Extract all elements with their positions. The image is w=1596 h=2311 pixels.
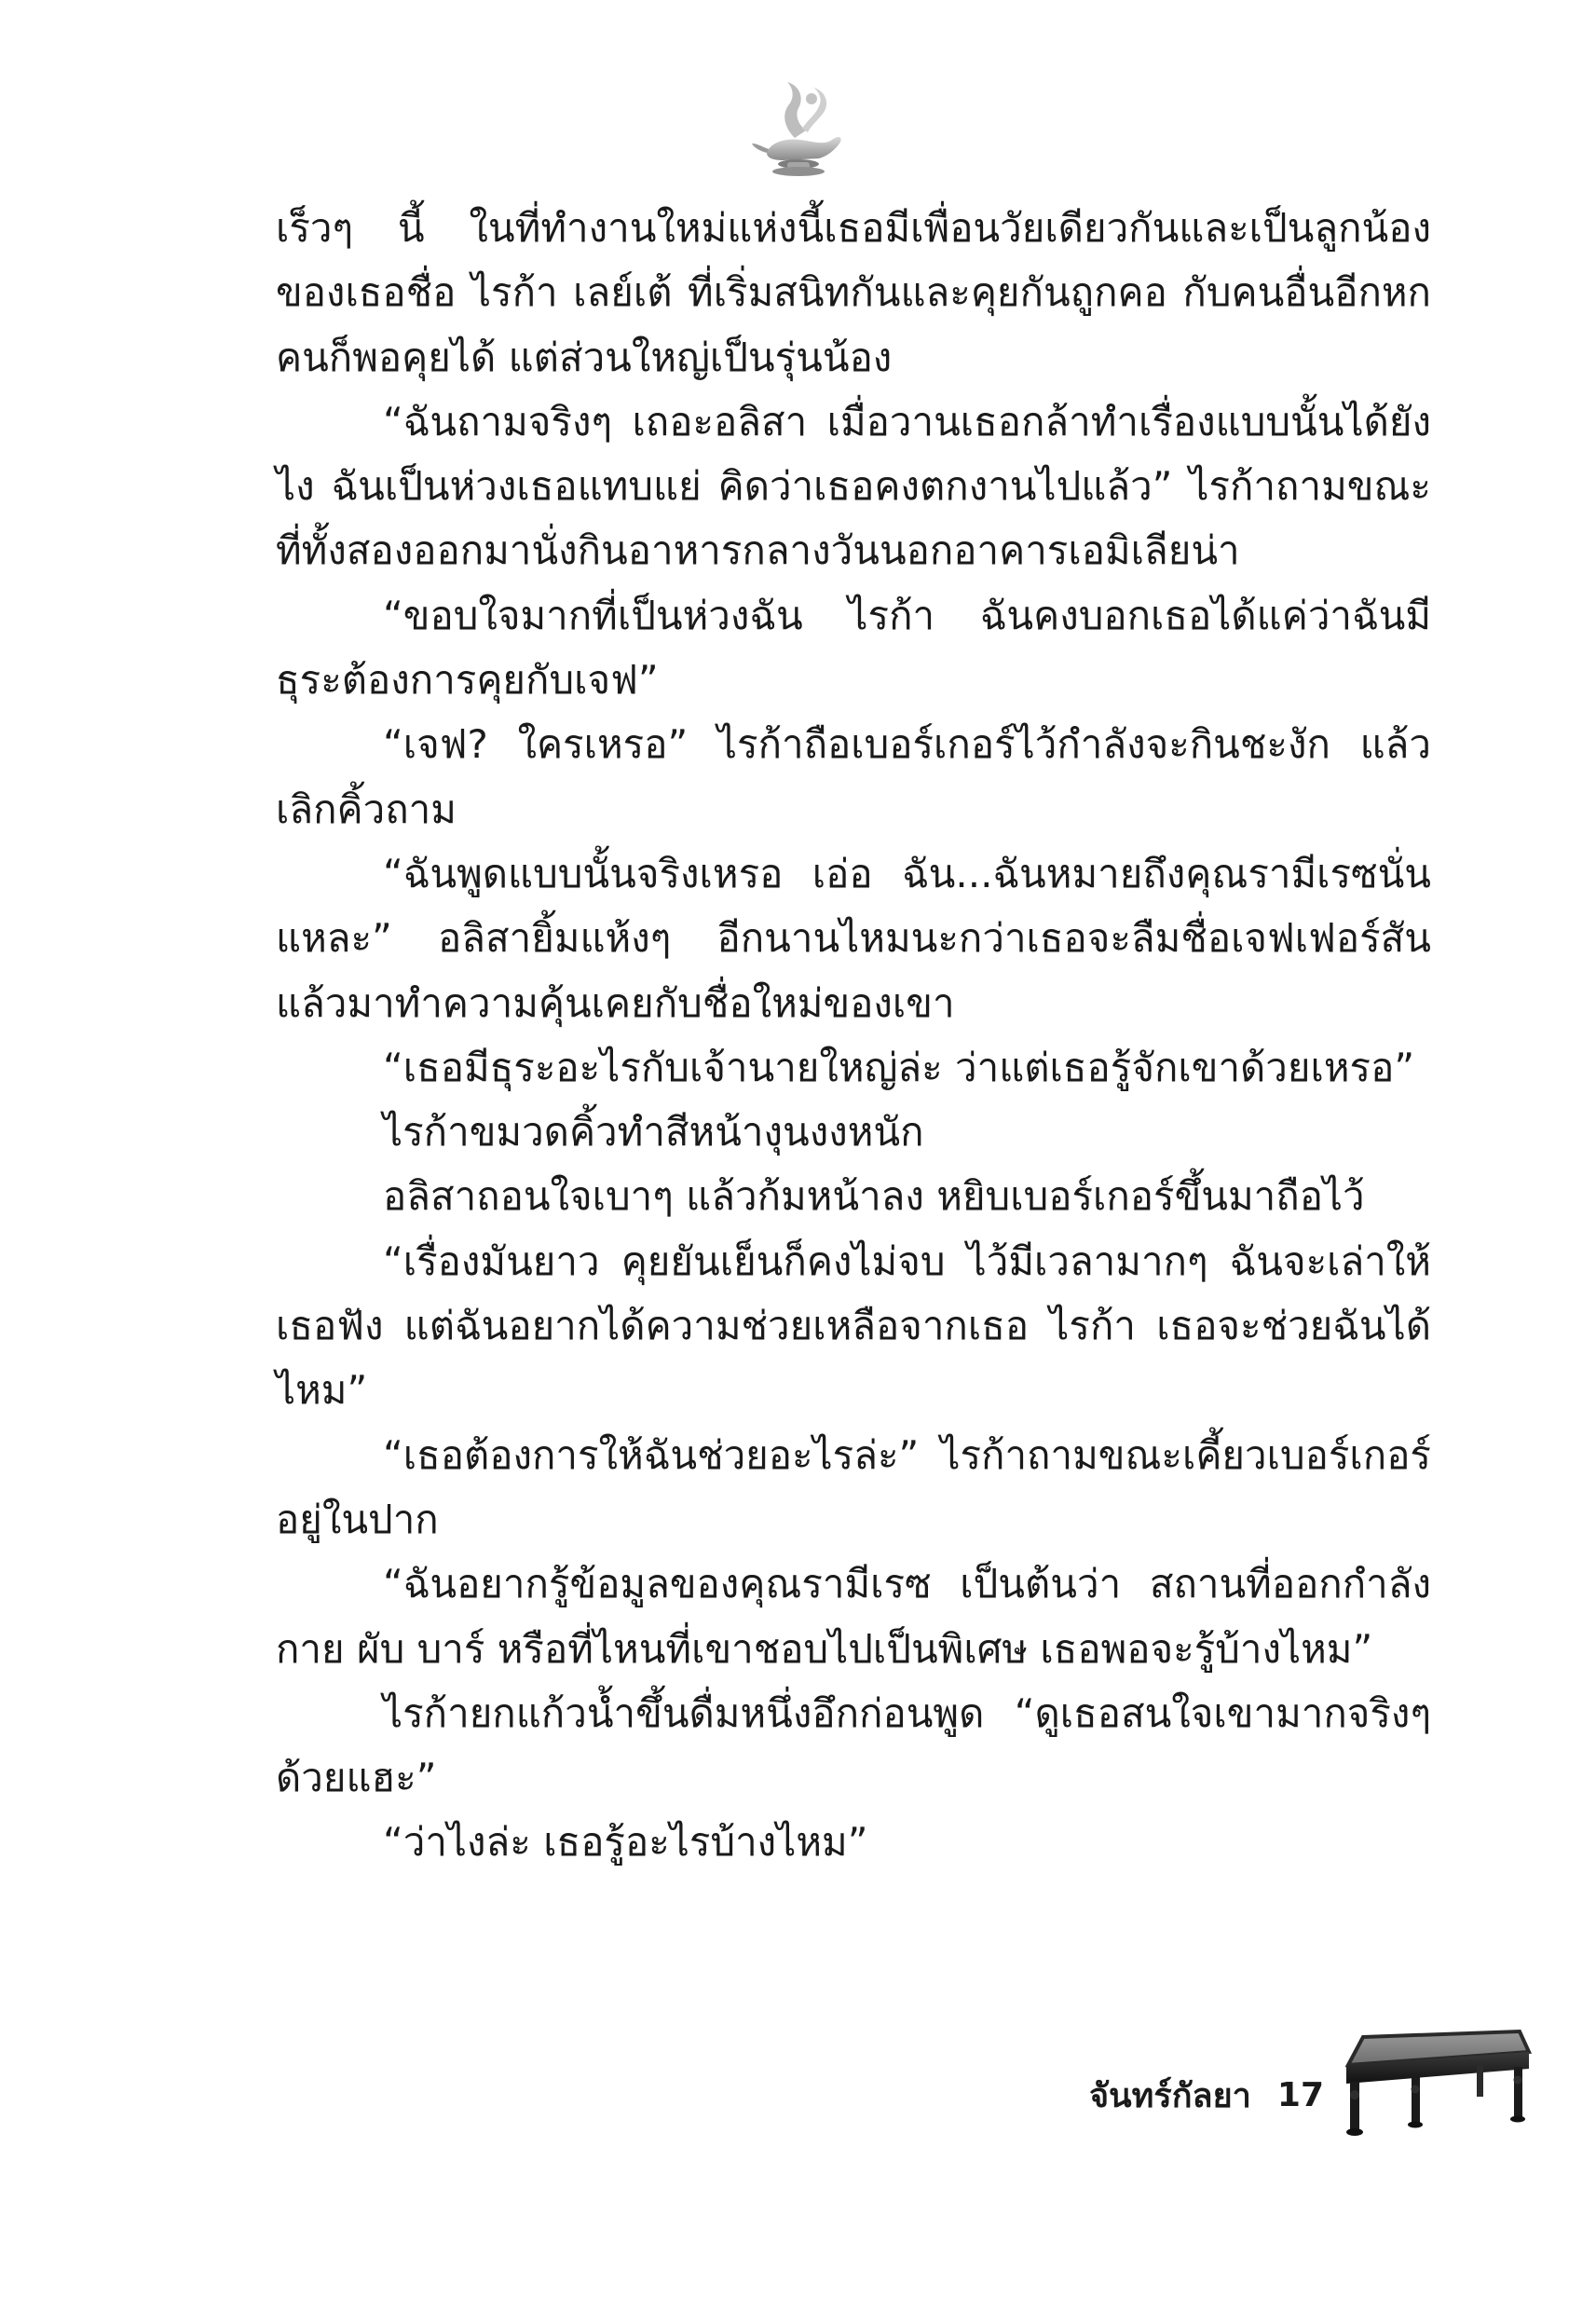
body-text: [276, 196, 1431, 1875]
page-number: 17: [1276, 2075, 1324, 2114]
paragraph: “เธอต้องการให้ฉันช่วยอะไรล่ะ” ไรก้าถามขณะเคี้ยวเบอร์เกอร์อยู่ในปาก: [276, 1431, 1431, 1542]
paragraph: “เธอมีธุระอะไรกับเจ้านายใหญ่ล่ะ ว่าแต่เธอรู้จักเขาด้วยเหรอ”: [383, 1044, 1415, 1090]
paragraph: เร็วๆ นี้ ในที่ทำงานใหม่แห่งนี้เธอมีเพื่อนวัยเดียวกันและเป็นลูกน้องของเธอชื่อ ไรก้า เลย์เต้ ที่เริ่มสนิทกันและคุยกันถูกคอ กับคนอื่นอีกหกคนก็พอคุยได้ แต่ส่วนใหญ่เป็นรุ่นน้อง: [276, 205, 1431, 380]
paragraph: “ฉันถามจริงๆ เถอะอลิสา เมื่อวานเธอกล้าทำเรื่องแบบนั้นได้ยังไง ฉันเป็นห่วงเธอแทบแย่ คิดว่าเธอคงตกงานไปแล้ว” ไรก้าถามขณะที่ทั้งสองออกมานั่งกินอาหารกลางวันนอกอาคารเอมิเลียน่า: [276, 398, 1431, 574]
book-title: จันทร์กัลยา: [1088, 2076, 1251, 2115]
paragraph: “เจฟ? ใครเหรอ” ไรก้าถือเบอร์เกอร์ไว้กำลังจะกินชะงัก แล้วเลิกคิ้วถาม: [276, 721, 1431, 832]
genie-lamp-icon: [746, 73, 849, 185]
paragraph: ไรก้ายกแก้วน้ำขึ้นดื่มหนึ่งอึกก่อนพูด “ดูเธอสนใจเขามากจริงๆด้วยแฮะ”: [276, 1689, 1431, 1801]
paragraph: “ว่าไงล่ะ เธอรู้อะไรบ้างไหม”: [383, 1819, 868, 1866]
paragraph: อลิสาถอนใจเบาๆ แล้วก้มหน้าลง หยิบเบอร์เกอร์ขึ้นมาถือไว้: [383, 1173, 1365, 1220]
paragraph: “ฉันอยากรู้ข้อมูลของคุณรามีเรซ เป็นต้นว่า สถานที่ออกกำลังกาย ผับ บาร์ หรือที่ไหนที่เขาชอบไปเป็นพิเศษ เธอพอจะรู้บ้างไหม”: [276, 1561, 1431, 1672]
paragraph: “ฉันพูดแบบนั้นจริงเหรอ เอ่อ ฉัน...ฉันหมายถึงคุณรามีเรซนั่นแหละ” อลิสายิ้มแห้งๆ อีกนานไหมนะกว่าเธอจะลืมชื่อเจฟเฟอร์สันแล้วมาทำความคุ้นเคยกับชื่อใหม่ของเขา: [276, 850, 1431, 1026]
paragraph: “เรื่องมันยาว คุยยันเย็นก็คงไม่จบ ไว้มีเวลามากๆ ฉันจะเล่าให้เธอฟัง แต่ฉันอยากได้ความช่วยเหลือจากเธอ ไรก้า เธอจะช่วยฉันได้ไหม”: [276, 1238, 1431, 1414]
page-footer: [1089, 2067, 1324, 2123]
billiard-table-icon: [1337, 2024, 1533, 2145]
paragraph: “ขอบใจมากที่เป็นห่วงฉัน ไรก้า ฉันคงบอกเธอได้แค่ว่าฉันมีธุระต้องการคุยกับเจฟ”: [276, 592, 1431, 704]
paragraph: ไรก้าขมวดคิ้วทำสีหน้างุนงงหนัก: [383, 1109, 924, 1156]
